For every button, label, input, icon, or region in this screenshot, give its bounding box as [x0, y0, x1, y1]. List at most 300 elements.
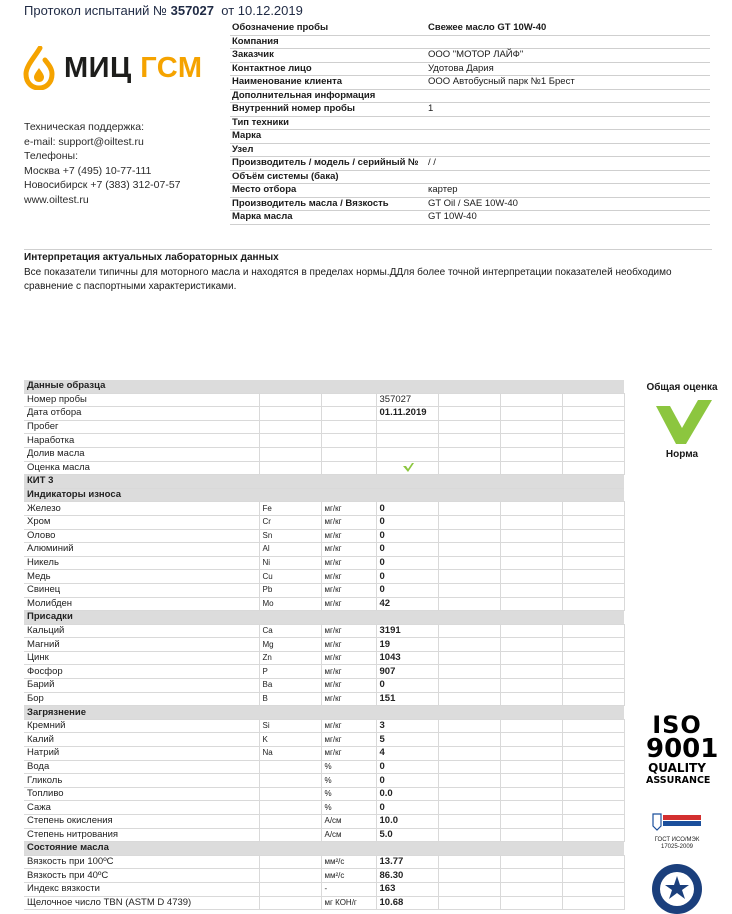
empty-cell: [500, 787, 562, 801]
table-row: [24, 461, 624, 475]
element-symbol: [259, 760, 321, 774]
info-row: [230, 116, 710, 130]
empty-cell: [562, 882, 624, 896]
empty-cell: [500, 815, 562, 829]
gost-shield-icon: [649, 812, 705, 832]
empty-cell: [438, 719, 500, 733]
table-row: [24, 692, 624, 706]
unit: мг/кг: [321, 665, 376, 679]
empty-cell: [438, 869, 500, 883]
value: 0: [376, 556, 438, 570]
info-value: Свежее масло GT 10W-40: [426, 22, 710, 35]
unit: [321, 461, 376, 475]
iso-line3: QUALITY: [648, 761, 706, 775]
iso-line2: 9001: [646, 734, 719, 764]
unit: мг/кг: [321, 543, 376, 557]
empty-cell: [562, 543, 624, 557]
table-row: [24, 733, 624, 747]
info-row: [230, 170, 710, 184]
param-name: Кремний: [24, 719, 259, 733]
empty-cell: [438, 882, 500, 896]
value: 0: [376, 529, 438, 543]
empty-cell: [438, 692, 500, 706]
table-row: [24, 515, 624, 529]
element-symbol: [259, 896, 321, 910]
empty-cell: [500, 869, 562, 883]
info-value: ООО Автобусный парк №1 Брест: [426, 76, 710, 90]
unit: мг/кг: [321, 583, 376, 597]
table-row: [24, 393, 624, 407]
unit: А/см: [321, 815, 376, 829]
element-symbol: [259, 434, 321, 448]
empty-cell: [438, 393, 500, 407]
unit: мг/кг: [321, 651, 376, 665]
value: 10.0: [376, 815, 438, 829]
empty-cell: [500, 515, 562, 529]
empty-cell: [500, 665, 562, 679]
element-symbol: Mo: [259, 597, 321, 611]
divider: [24, 249, 712, 250]
element-symbol: [259, 774, 321, 788]
unit: %: [321, 801, 376, 815]
empty-cell: [500, 597, 562, 611]
info-value: 1: [426, 103, 710, 117]
param-name: Степень нитрования: [24, 828, 259, 842]
param-name: Пробег: [24, 420, 259, 434]
table-row: [24, 774, 624, 788]
empty-cell: [562, 801, 624, 815]
info-value: GT Oil / SAE 10W-40: [426, 197, 710, 211]
empty-cell: [500, 855, 562, 869]
element-symbol: K: [259, 733, 321, 747]
empty-cell: [562, 624, 624, 638]
value: 13.77: [376, 855, 438, 869]
table-row: [24, 651, 624, 665]
element-symbol: Pb: [259, 583, 321, 597]
company-logo: [22, 46, 222, 92]
empty-cell: [562, 529, 624, 543]
empty-cell: [500, 556, 562, 570]
value: 151: [376, 692, 438, 706]
info-row: [230, 49, 710, 63]
param-name: Свинец: [24, 583, 259, 597]
empty-cell: [562, 896, 624, 910]
unit: мг/кг: [321, 570, 376, 584]
logo-text-part2: ГСМ: [140, 52, 203, 84]
info-row: [230, 62, 710, 76]
empty-cell: [500, 747, 562, 761]
info-row: [230, 89, 710, 103]
gost-line2: 17025-2009: [660, 844, 694, 850]
info-row: [230, 35, 710, 49]
empty-cell: [438, 529, 500, 543]
value: 19: [376, 638, 438, 652]
param-name: Щелочное число TBN (ASTM D 4739): [24, 896, 259, 910]
table-row: [24, 434, 624, 448]
info-value: [426, 170, 710, 184]
param-name: Сажа: [24, 801, 259, 815]
empty-cell: [500, 570, 562, 584]
empty-cell: [562, 556, 624, 570]
param-name: Вязкость при 40ºС: [24, 869, 259, 883]
unit: мм²/с: [321, 869, 376, 883]
element-symbol: [259, 815, 321, 829]
section-header: [24, 475, 624, 489]
iso-line1: ISO: [652, 711, 702, 739]
table-row: [24, 420, 624, 434]
section-title: Индикаторы износа: [24, 488, 624, 502]
info-value: / /: [426, 157, 710, 171]
iso-line4: ASSURANCE: [646, 775, 711, 786]
section-title: Данные образца: [24, 380, 624, 393]
param-name: Натрий: [24, 747, 259, 761]
param-name: Никель: [24, 556, 259, 570]
section-header: [24, 842, 624, 856]
contact-line: Телефоны:: [24, 150, 79, 162]
info-row: [230, 157, 710, 171]
empty-cell: [500, 638, 562, 652]
empty-cell: [562, 733, 624, 747]
param-name: Бор: [24, 692, 259, 706]
empty-cell: [562, 420, 624, 434]
info-label: Марка: [230, 130, 426, 144]
param-name: Дата отбора: [24, 407, 259, 421]
protocol-label: Протокол испытаний №: [24, 3, 167, 18]
empty-cell: [562, 869, 624, 883]
element-symbol: Si: [259, 719, 321, 733]
unit: [321, 393, 376, 407]
table-row: [24, 801, 624, 815]
empty-cell: [438, 787, 500, 801]
overall-rating-label: Общая оценка: [646, 382, 718, 393]
gost-accreditation-badge: [646, 812, 708, 851]
info-row: [230, 130, 710, 144]
info-label: Производитель масла / Вязкость: [230, 197, 426, 211]
table-row: [24, 529, 624, 543]
value: 86.30: [376, 869, 438, 883]
element-symbol: Zn: [259, 651, 321, 665]
table-row: [24, 815, 624, 829]
value: 0.0: [376, 787, 438, 801]
empty-cell: [500, 529, 562, 543]
info-value: [426, 143, 710, 157]
value: 0: [376, 515, 438, 529]
table-row: [24, 543, 624, 557]
sample-info-table: [230, 22, 710, 225]
empty-cell: [438, 828, 500, 842]
value: 0: [376, 583, 438, 597]
empty-cell: [562, 651, 624, 665]
element-symbol: Al: [259, 543, 321, 557]
param-name: Медь: [24, 570, 259, 584]
empty-cell: [438, 583, 500, 597]
unit: %: [321, 760, 376, 774]
unit: мг КОН/г: [321, 896, 376, 910]
element-symbol: B: [259, 692, 321, 706]
empty-cell: [438, 801, 500, 815]
empty-cell: [562, 855, 624, 869]
element-symbol: P: [259, 665, 321, 679]
empty-cell: [438, 747, 500, 761]
empty-cell: [500, 651, 562, 665]
empty-cell: [562, 828, 624, 842]
info-row: [230, 76, 710, 90]
unit: мг/кг: [321, 529, 376, 543]
interpretation-title: Интерпретация актуальных лабораторных данных: [24, 252, 279, 263]
empty-cell: [562, 679, 624, 693]
table-row: [24, 719, 624, 733]
value: [376, 420, 438, 434]
info-row: [230, 211, 710, 225]
empty-cell: [438, 760, 500, 774]
section-title: Присадки: [24, 611, 624, 625]
param-name: Вязкость при 100ºС: [24, 855, 259, 869]
empty-cell: [500, 733, 562, 747]
iso-9001-badge: [646, 711, 719, 787]
empty-cell: [438, 570, 500, 584]
value: 0: [376, 570, 438, 584]
empty-cell: [500, 679, 562, 693]
unit: мг/кг: [321, 624, 376, 638]
param-name: Цинк: [24, 651, 259, 665]
empty-cell: [562, 434, 624, 448]
info-label: Внутренний номер пробы: [230, 103, 426, 117]
empty-cell: [562, 787, 624, 801]
protocol-title: [24, 3, 303, 18]
element-symbol: [259, 801, 321, 815]
empty-cell: [562, 502, 624, 516]
empty-cell: [438, 651, 500, 665]
value: [376, 461, 438, 475]
element-symbol: [259, 855, 321, 869]
param-name: Вода: [24, 760, 259, 774]
table-row: [24, 679, 624, 693]
value: 01.11.2019: [376, 407, 438, 421]
info-label: Компания: [230, 35, 426, 49]
logo-text-part1: МИЦ: [64, 52, 132, 84]
table-row: [24, 407, 624, 421]
param-name: Индекс вязкости: [24, 882, 259, 896]
element-symbol: Ba: [259, 679, 321, 693]
check-icon: [402, 462, 414, 472]
unit: мг/кг: [321, 692, 376, 706]
empty-cell: [500, 502, 562, 516]
param-name: Алюминий: [24, 543, 259, 557]
info-row: [230, 103, 710, 117]
contact-line: e-mail: support@oiltest.ru: [24, 135, 144, 148]
element-symbol: [259, 882, 321, 896]
info-label: Узел: [230, 143, 426, 157]
info-label: Контактное лицо: [230, 62, 426, 76]
unit: мг/кг: [321, 638, 376, 652]
info-label: Наименование клиента: [230, 76, 426, 90]
empty-cell: [500, 543, 562, 557]
param-name: Оценка масла: [24, 461, 259, 475]
empty-cell: [562, 747, 624, 761]
empty-cell: [562, 461, 624, 475]
empty-cell: [562, 407, 624, 421]
empty-cell: [500, 896, 562, 910]
oil-drop-icon: [22, 46, 56, 90]
unit: мг/кг: [321, 502, 376, 516]
empty-cell: [562, 515, 624, 529]
empty-cell: [438, 447, 500, 461]
empty-cell: [500, 447, 562, 461]
table-row: [24, 638, 624, 652]
empty-cell: [438, 543, 500, 557]
param-name: Хром: [24, 515, 259, 529]
value: 0: [376, 502, 438, 516]
element-symbol: [259, 393, 321, 407]
empty-cell: [438, 638, 500, 652]
empty-cell: [438, 420, 500, 434]
value: 10.68: [376, 896, 438, 910]
empty-cell: [562, 393, 624, 407]
info-value: картер: [426, 184, 710, 198]
unit: мг/кг: [321, 747, 376, 761]
unit: %: [321, 774, 376, 788]
protocol-date: 10.12.2019: [237, 3, 303, 18]
table-row: [24, 570, 624, 584]
empty-cell: [438, 515, 500, 529]
empty-cell: [562, 665, 624, 679]
table-row: [24, 597, 624, 611]
element-symbol: Ni: [259, 556, 321, 570]
info-label: Заказчик: [230, 49, 426, 63]
protocol-number: 357027: [170, 3, 214, 18]
empty-cell: [562, 719, 624, 733]
unit: мм²/с: [321, 855, 376, 869]
info-row: [230, 22, 710, 35]
empty-cell: [562, 447, 624, 461]
gost-line1: ГОСТ ИСО/МЭК: [654, 837, 700, 843]
unit: мг/кг: [321, 679, 376, 693]
value: 3191: [376, 624, 438, 638]
table-row: [24, 502, 624, 516]
table-row: [24, 624, 624, 638]
value: 0: [376, 801, 438, 815]
unit: [321, 447, 376, 461]
element-symbol: Fe: [259, 502, 321, 516]
info-value: [426, 116, 710, 130]
section-title: КИТ 3: [24, 475, 624, 489]
element-symbol: Ca: [259, 624, 321, 638]
empty-cell: [500, 461, 562, 475]
element-symbol: Na: [259, 747, 321, 761]
empty-cell: [562, 815, 624, 829]
unit: [321, 407, 376, 421]
param-name: Олово: [24, 529, 259, 543]
info-label: Дополнительная информация: [230, 89, 426, 103]
element-symbol: [259, 828, 321, 842]
interpretation-text: Все показатели типичны для моторного масла и находятся в пределах нормы.ДДля более точной интерпретации показателей необходимо сравнение с паспортными характеристиками.: [24, 267, 672, 292]
empty-cell: [500, 624, 562, 638]
info-label: Тип техники: [230, 116, 426, 130]
unit: %: [321, 787, 376, 801]
table-row: [24, 896, 624, 910]
info-row: [230, 184, 710, 198]
info-value: [426, 89, 710, 103]
contact-line: www.oiltest.ru: [24, 193, 89, 206]
empty-cell: [562, 583, 624, 597]
value: 0: [376, 760, 438, 774]
unit: мг/кг: [321, 515, 376, 529]
empty-cell: [438, 434, 500, 448]
value: 163: [376, 882, 438, 896]
section-header: [24, 488, 624, 502]
empty-cell: [500, 882, 562, 896]
unit: мг/кг: [321, 597, 376, 611]
param-name: Долив масла: [24, 447, 259, 461]
empty-cell: [438, 407, 500, 421]
empty-cell: [562, 692, 624, 706]
param-name: Молибден: [24, 597, 259, 611]
table-row: [24, 556, 624, 570]
empty-cell: [438, 461, 500, 475]
info-value: [426, 35, 710, 49]
value: 0: [376, 543, 438, 557]
value: [376, 434, 438, 448]
table-row: [24, 869, 624, 883]
info-value: GT 10W-40: [426, 211, 710, 225]
empty-cell: [562, 597, 624, 611]
param-name: Калий: [24, 733, 259, 747]
element-symbol: Mg: [259, 638, 321, 652]
param-name: Номер пробы: [24, 393, 259, 407]
table-row: [24, 828, 624, 842]
param-name: Барий: [24, 679, 259, 693]
empty-cell: [562, 774, 624, 788]
unit: мг/кг: [321, 719, 376, 733]
empty-cell: [500, 420, 562, 434]
value: 0: [376, 679, 438, 693]
table-row: [24, 747, 624, 761]
info-value: Удотова Дария: [426, 62, 710, 76]
empty-cell: [500, 407, 562, 421]
section-header: [24, 380, 624, 393]
empty-cell: [438, 502, 500, 516]
element-symbol: [259, 447, 321, 461]
element-symbol: [259, 869, 321, 883]
table-row: [24, 882, 624, 896]
date-label: от: [221, 3, 235, 18]
results-table: [24, 380, 625, 910]
table-row: [24, 447, 624, 461]
param-name: Топливо: [24, 787, 259, 801]
empty-cell: [500, 583, 562, 597]
section-title: Состояние масла: [24, 842, 624, 856]
empty-cell: [500, 692, 562, 706]
empty-cell: [500, 801, 562, 815]
value: 4: [376, 747, 438, 761]
value: 5.0: [376, 828, 438, 842]
unit: [321, 434, 376, 448]
info-label: Производитель / модель / серийный №: [230, 157, 426, 171]
param-name: Гликоль: [24, 774, 259, 788]
empty-cell: [438, 556, 500, 570]
info-label: Объём системы (бака): [230, 170, 426, 184]
empty-cell: [438, 815, 500, 829]
section-header: [24, 611, 624, 625]
empty-cell: [438, 733, 500, 747]
empty-cell: [562, 760, 624, 774]
element-symbol: Sn: [259, 529, 321, 543]
info-row: [230, 197, 710, 211]
empty-cell: [500, 828, 562, 842]
contact-line: Москва +7 (495) 10-77-111: [24, 164, 152, 177]
empty-cell: [562, 638, 624, 652]
table-row: [24, 583, 624, 597]
